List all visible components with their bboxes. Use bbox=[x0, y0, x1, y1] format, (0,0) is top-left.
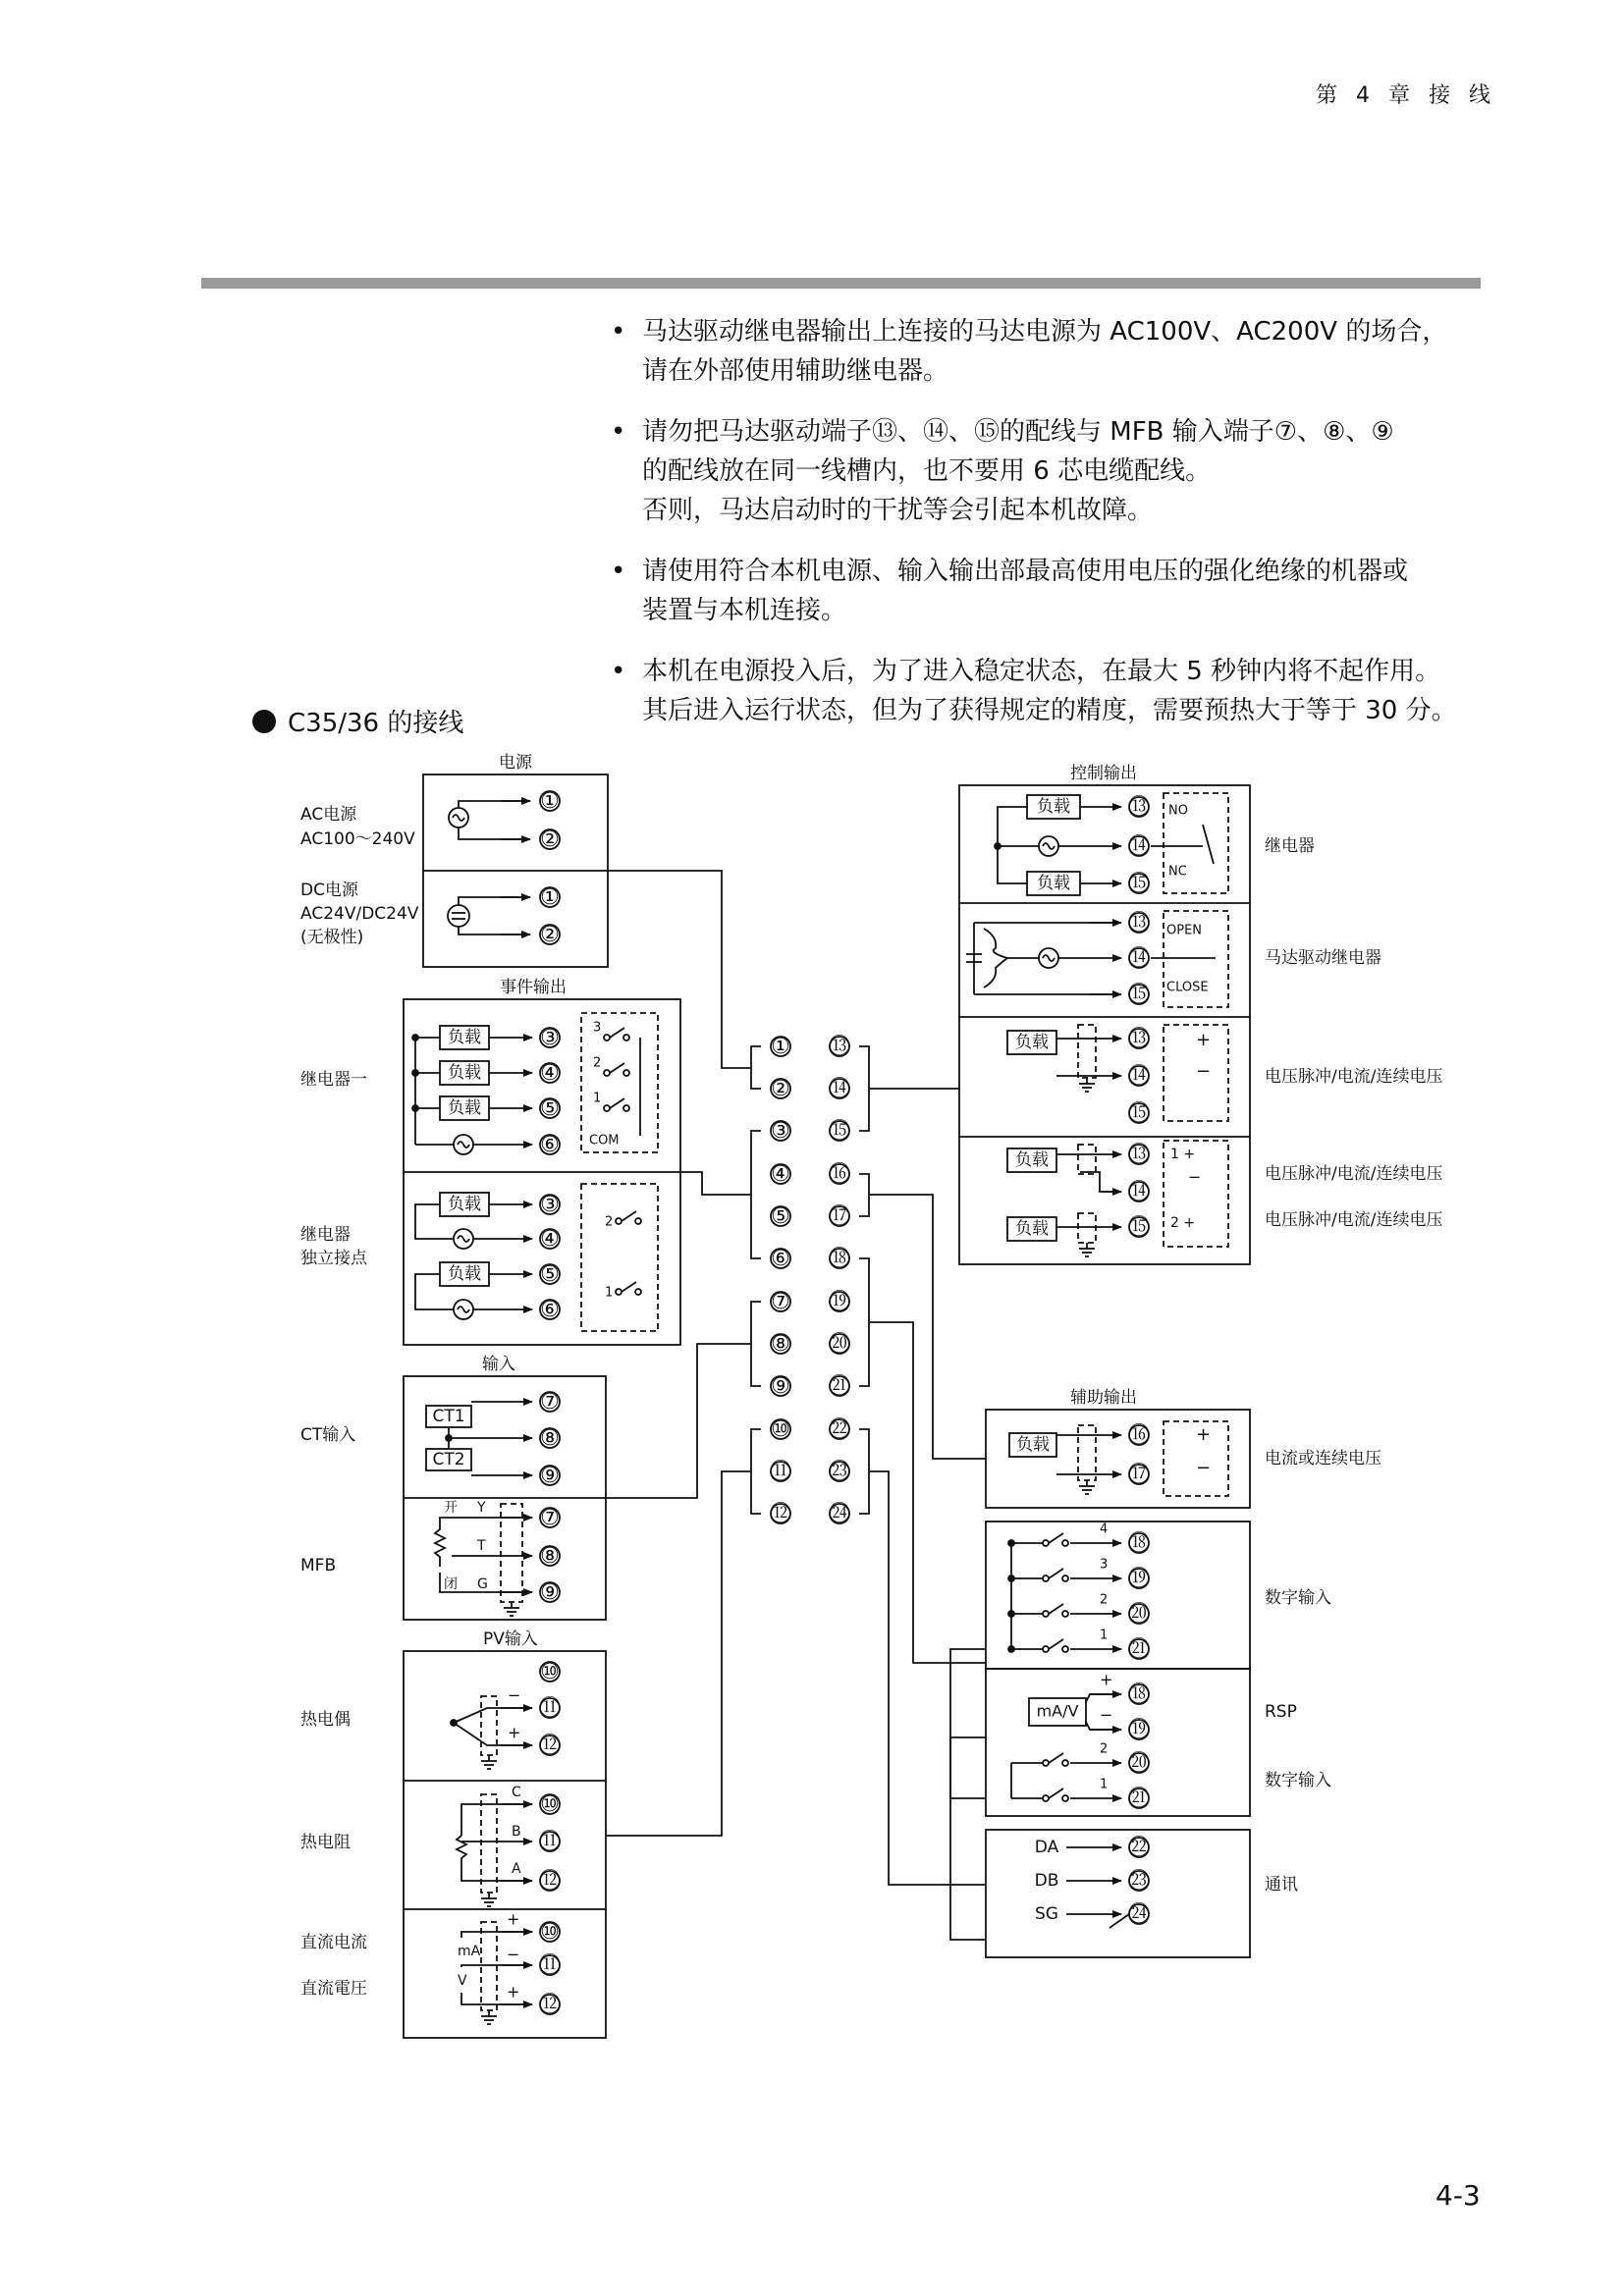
contact-icon bbox=[1043, 1646, 1049, 1652]
contact-blade bbox=[1049, 1604, 1063, 1614]
load-label: 负载 bbox=[1015, 1219, 1049, 1239]
dashed-box bbox=[1078, 1213, 1096, 1243]
terminal-label: ⑬ bbox=[1127, 911, 1151, 935]
terminal-label: ⑮ bbox=[828, 1119, 851, 1144]
rtd-label: 热电阻 bbox=[300, 1833, 351, 1852]
contact-blade bbox=[610, 1098, 624, 1108]
terminal-label: ⑰ bbox=[1127, 1463, 1151, 1487]
contact-icon bbox=[1043, 1611, 1049, 1617]
ac-label: AC电源 bbox=[300, 805, 357, 825]
terminal-label: ㉔ bbox=[828, 1502, 851, 1526]
bus-wire bbox=[606, 1471, 751, 1836]
contact-icon bbox=[1043, 1540, 1049, 1546]
terminal-label: ⑧ bbox=[540, 1544, 560, 1569]
junction bbox=[1008, 1611, 1014, 1617]
contact-blade bbox=[610, 1063, 624, 1073]
terminal-label: ④ bbox=[540, 1061, 560, 1086]
terminal-label: ⑲ bbox=[828, 1290, 851, 1314]
sg-label: SG bbox=[1035, 1904, 1058, 1924]
wire bbox=[459, 927, 530, 934]
contact-number: 2 bbox=[1100, 1741, 1109, 1757]
contact-number: 2 bbox=[593, 1055, 602, 1071]
bus-wire bbox=[869, 1195, 986, 1459]
rtd-a-label: A bbox=[512, 1861, 521, 1877]
dc-voltage-label: 直流電圧 bbox=[300, 1979, 367, 1999]
wire bbox=[1086, 1694, 1121, 1702]
terminal-label: ⑭ bbox=[1127, 946, 1151, 971]
terminal-label: ③ bbox=[771, 1119, 790, 1144]
comm-label: 通讯 bbox=[1265, 1875, 1298, 1895]
dashed-box bbox=[1078, 1425, 1096, 1480]
terminal-label: ⑭ bbox=[1127, 1064, 1151, 1089]
terminal-label: ① bbox=[540, 885, 560, 910]
dashed-box bbox=[481, 1922, 497, 2010]
contact-icon bbox=[1062, 1540, 1068, 1546]
terminal-label: ㉓ bbox=[1127, 1869, 1151, 1894]
dc-source-icon bbox=[448, 905, 469, 927]
relay-label: 继电器 bbox=[1265, 836, 1315, 856]
terminal-label: ⑮ bbox=[1127, 1215, 1151, 1240]
load-label: 负载 bbox=[1016, 1435, 1050, 1455]
bus-wire bbox=[680, 1172, 751, 1195]
load-label: 负载 bbox=[1037, 797, 1070, 817]
terminal-label: ⑤ bbox=[540, 1262, 560, 1287]
note-line: 其后进入运行状态，但为了获得规定的精度，需要预热大于等于 30 分。 bbox=[642, 696, 1457, 725]
dashed-box bbox=[1078, 1025, 1096, 1078]
contact-icon bbox=[635, 1289, 641, 1295]
terminal-label: ④ bbox=[540, 1227, 560, 1252]
terminal-label: ⑤ bbox=[540, 1096, 560, 1121]
contact-number: 4 bbox=[1100, 1522, 1109, 1537]
event-output-title: 事件输出 bbox=[500, 978, 567, 997]
open-label: OPEN bbox=[1166, 923, 1203, 938]
dc-current-label: 直流电流 bbox=[300, 1933, 367, 1952]
terminal-label: ⑩ bbox=[540, 1660, 560, 1684]
note-line: 的配线放在同一线槽内，也不要用 6 芯电缆配线。 bbox=[642, 456, 1212, 486]
terminal-label: ⑯ bbox=[828, 1162, 851, 1187]
terminal-label: ㉑ bbox=[1127, 1637, 1151, 1662]
mfb-g-label: G bbox=[477, 1576, 488, 1592]
polarity: − bbox=[1100, 1705, 1113, 1725]
terminal-label: ⑳ bbox=[828, 1332, 851, 1357]
center-bracket bbox=[751, 1046, 761, 1089]
dc-label: DC电源 bbox=[300, 881, 358, 900]
polarity: − bbox=[1188, 1167, 1202, 1187]
terminal-label: ⑫ bbox=[538, 1734, 562, 1758]
polarity: + bbox=[1196, 1424, 1212, 1445]
contact-blade bbox=[1049, 1789, 1063, 1798]
contact-icon bbox=[1043, 1760, 1049, 1766]
section-title-text: C35/36 的接线 bbox=[288, 709, 464, 738]
contact-icon bbox=[616, 1218, 622, 1224]
center-bracket bbox=[751, 1131, 761, 1258]
contact-icon bbox=[635, 1218, 641, 1224]
rsp-digital-label: 数字输入 bbox=[1265, 1771, 1331, 1790]
junction bbox=[412, 1070, 418, 1076]
junction bbox=[412, 1105, 418, 1111]
load-label: 负载 bbox=[1015, 1033, 1049, 1052]
dashed-box bbox=[1078, 1145, 1096, 1174]
terminal-label: ⑱ bbox=[1127, 1682, 1151, 1707]
contact-icon bbox=[1043, 1795, 1049, 1801]
junction bbox=[1008, 1646, 1014, 1652]
terminal-label: ⑧ bbox=[771, 1332, 790, 1357]
terminal-label: ㉑ bbox=[828, 1374, 851, 1399]
terminal-label: ③ bbox=[540, 1026, 560, 1050]
terminal-label: ㉔ bbox=[1127, 1902, 1151, 1927]
load-label: 负载 bbox=[448, 1264, 481, 1284]
relay-blade bbox=[1203, 825, 1214, 864]
terminal-label: ⑧ bbox=[540, 1426, 560, 1451]
contact-icon bbox=[1062, 1575, 1068, 1581]
note-line: • 马达驱动继电器输出上连接的马达电源为 AC100V、AC200V 的场合， bbox=[642, 317, 1448, 347]
terminal-label: ⑬ bbox=[1127, 1143, 1151, 1167]
terminal-label: ⑳ bbox=[1127, 1602, 1151, 1627]
contact-number: 3 bbox=[593, 1020, 602, 1036]
motor-coil-icon bbox=[984, 929, 1007, 988]
contact-blade bbox=[1049, 1533, 1063, 1543]
terminal-label: ⑬ bbox=[1127, 795, 1151, 820]
no-label: NO bbox=[1168, 803, 1188, 819]
contact-icon bbox=[604, 1035, 610, 1041]
terminal-label: ⑫ bbox=[538, 1993, 562, 2017]
terminal-label: ⑮ bbox=[1127, 872, 1151, 896]
center-bracket bbox=[751, 1429, 761, 1514]
junction bbox=[412, 1035, 418, 1041]
contact-icon bbox=[1062, 1795, 1068, 1801]
polarity: − bbox=[1196, 1061, 1212, 1082]
terminal-label: ㉒ bbox=[1127, 1836, 1151, 1860]
contact-icon bbox=[616, 1289, 622, 1295]
chapter-header: 第 4 章 接 线 bbox=[1316, 83, 1496, 108]
terminal-label: ⑮ bbox=[1127, 983, 1151, 1007]
terminal-label: ⑱ bbox=[1127, 1531, 1151, 1556]
rsp-box bbox=[986, 1669, 1250, 1816]
voltage-pulse-label: 电压脉冲/电流/连续电压 bbox=[1265, 1164, 1443, 1184]
contact-icon bbox=[623, 1035, 629, 1041]
mfb-close-label: 闭 bbox=[444, 1576, 458, 1592]
center-bracket bbox=[859, 1429, 869, 1514]
contact-number: 2 bbox=[1100, 1592, 1109, 1608]
dashed-box bbox=[501, 1504, 522, 1602]
wire bbox=[459, 828, 530, 839]
wire bbox=[1080, 1172, 1121, 1192]
terminal-label: ⑩ bbox=[540, 1792, 560, 1817]
terminal-label: ⑮ bbox=[1127, 1101, 1151, 1126]
contact-number: 1 bbox=[1100, 1777, 1109, 1792]
contact-number: 1 bbox=[605, 1285, 614, 1301]
contact-blade bbox=[1049, 1639, 1063, 1649]
thermocouple-label: 热电偶 bbox=[300, 1710, 351, 1730]
digital-input-label: 数字输入 bbox=[1265, 1588, 1331, 1608]
rtd-c-label: C bbox=[512, 1785, 521, 1800]
terminal-label: ⑱ bbox=[828, 1247, 851, 1271]
relay-independent-label: 独立接点 bbox=[300, 1249, 367, 1268]
junction bbox=[1008, 1575, 1014, 1581]
polarity: − bbox=[507, 1945, 520, 1964]
contact-blade bbox=[622, 1211, 636, 1221]
load-label: 负载 bbox=[1037, 874, 1070, 893]
terminal-label: ② bbox=[771, 1077, 790, 1101]
contact-icon bbox=[1062, 1611, 1068, 1617]
note-line: 否则，马达启动时的干扰等会引起本机故障。 bbox=[642, 496, 1154, 525]
terminal-label: ① bbox=[540, 789, 560, 814]
junction bbox=[446, 1435, 452, 1441]
da-label: DA bbox=[1034, 1838, 1059, 1857]
terminal-label: ⑲ bbox=[1127, 1718, 1151, 1742]
relay-independent-label: 继电器 bbox=[300, 1225, 351, 1245]
dashed-box bbox=[581, 1184, 658, 1331]
close-label: CLOSE bbox=[1166, 980, 1209, 995]
contact-blade bbox=[610, 1028, 624, 1038]
terminal-label: ⑯ bbox=[1127, 1423, 1151, 1448]
aux-output-title: 辅助输出 bbox=[1070, 1388, 1137, 1408]
contact-number: 3 bbox=[1100, 1557, 1109, 1573]
rsp-label: RSP bbox=[1265, 1702, 1297, 1722]
db-label: DB bbox=[1034, 1871, 1059, 1891]
terminal-label: ⑥ bbox=[540, 1133, 560, 1157]
nc-label: NC bbox=[1168, 864, 1187, 880]
bus-wire bbox=[950, 1737, 986, 1940]
terminal-label: ⑲ bbox=[1127, 1567, 1151, 1591]
terminal-label: ⑫ bbox=[538, 1869, 562, 1894]
control-output-title: 控制输出 bbox=[1070, 764, 1137, 783]
com-label: COM bbox=[589, 1133, 620, 1148]
comm-box bbox=[986, 1830, 1250, 1957]
terminal-label: ⑦ bbox=[540, 1506, 560, 1530]
terminal-label: ⑳ bbox=[1127, 1751, 1151, 1776]
wire bbox=[454, 1708, 532, 1723]
terminal-label: ⑥ bbox=[771, 1247, 790, 1271]
terminal-label: ⑨ bbox=[540, 1580, 560, 1605]
ct-input-label: CT输入 bbox=[300, 1425, 356, 1445]
terminal-label: ⑥ bbox=[540, 1298, 560, 1322]
polarity: 2 + bbox=[1170, 1215, 1196, 1231]
terminal-label: ① bbox=[771, 1035, 790, 1059]
wire bbox=[1110, 1914, 1129, 1928]
contact-icon bbox=[604, 1105, 610, 1111]
polarity: + bbox=[1196, 1030, 1212, 1050]
terminal-label: ⑪ bbox=[538, 1830, 562, 1854]
rtd-b-label: B bbox=[512, 1824, 521, 1840]
polarity: − bbox=[1196, 1458, 1212, 1478]
contact-icon bbox=[1043, 1575, 1049, 1581]
polarity: + bbox=[508, 1723, 521, 1742]
bus-wire bbox=[869, 1322, 986, 1663]
contact-blade bbox=[1049, 1569, 1063, 1578]
contact-blade bbox=[1049, 1753, 1063, 1763]
dashed-box bbox=[481, 1794, 497, 1893]
center-bracket bbox=[751, 1302, 761, 1386]
ac-label: AC100～240V bbox=[300, 829, 415, 849]
terminal-label: ⑭ bbox=[828, 1077, 851, 1101]
terminal-label: ㉑ bbox=[1127, 1787, 1151, 1811]
contact-icon bbox=[1062, 1646, 1068, 1652]
terminal-label: ④ bbox=[771, 1162, 790, 1187]
ma-label: mA bbox=[458, 1944, 481, 1959]
contact-icon bbox=[623, 1070, 629, 1076]
dc-label: AC24V/DC24V bbox=[300, 904, 419, 924]
center-bracket bbox=[859, 1258, 869, 1386]
potentiometer-icon bbox=[435, 1520, 445, 1567]
load-label: 负载 bbox=[448, 1195, 481, 1214]
terminal-label: ⑨ bbox=[771, 1374, 790, 1399]
note-line: 装置与本机连接。 bbox=[642, 596, 847, 625]
terminal-label: ⑭ bbox=[1127, 834, 1151, 859]
contact-number: 2 bbox=[605, 1214, 614, 1230]
mfb-t-label: T bbox=[477, 1538, 486, 1554]
terminal-label: ㉓ bbox=[828, 1460, 851, 1484]
junction bbox=[451, 1720, 457, 1726]
page-number: 4-3 bbox=[1435, 2179, 1481, 2212]
mfb-open-label: 开 bbox=[444, 1500, 458, 1516]
terminal-label: ㉒ bbox=[828, 1417, 851, 1442]
dc-label: (无极性) bbox=[300, 928, 364, 947]
polarity: 1 + bbox=[1170, 1147, 1196, 1162]
voltage-pulse-label: 电压脉冲/电流/连续电压 bbox=[1265, 1067, 1443, 1087]
note-line: • 请勿把马达驱动端子⑬、⑭、⑮的配线与 MFB 输入端子⑦、⑧、⑨ bbox=[642, 417, 1394, 447]
note-line: • 请使用符合本机电源、输入输出部最高使用电压的强化绝缘的机器或 bbox=[642, 557, 1409, 586]
bus-wire bbox=[950, 1649, 986, 1798]
wire bbox=[459, 801, 530, 808]
aux-output-label: 电流或连续电压 bbox=[1265, 1449, 1381, 1468]
pv-input-box bbox=[404, 1651, 606, 2038]
load-label: 负载 bbox=[448, 1063, 481, 1083]
terminal-label: ⑩ bbox=[540, 1920, 560, 1945]
terminal-label: ⑪ bbox=[769, 1460, 792, 1484]
wire bbox=[459, 897, 530, 905]
voltage-pulse-label: 电压脉冲/电流/连续电压 bbox=[1265, 1210, 1443, 1230]
bus-wire bbox=[869, 1471, 986, 1885]
junction bbox=[1008, 1540, 1014, 1546]
terminal-label: ⑦ bbox=[771, 1290, 790, 1314]
power-title: 电源 bbox=[499, 753, 532, 773]
note-line: 请在外部使用辅助继电器。 bbox=[642, 356, 949, 386]
motor-relay-label: 马达驱动继电器 bbox=[1265, 948, 1381, 968]
relay-common-label: 继电器一 bbox=[300, 1070, 367, 1090]
polarity: − bbox=[508, 1685, 521, 1705]
contact-icon bbox=[1062, 1760, 1068, 1766]
terminal-label: ② bbox=[540, 923, 560, 947]
junction bbox=[995, 843, 1001, 849]
load-label: 负载 bbox=[1015, 1150, 1049, 1170]
terminal-label: ⑫ bbox=[769, 1502, 792, 1526]
contact-icon bbox=[623, 1105, 629, 1111]
v-label: V bbox=[458, 1973, 467, 1989]
terminal-label: ⑬ bbox=[828, 1035, 851, 1059]
terminal-label: ⑰ bbox=[828, 1204, 851, 1229]
ct1-label: CT1 bbox=[432, 1407, 465, 1426]
terminal-label: ⑩ bbox=[771, 1417, 790, 1442]
terminal-label: ⑨ bbox=[540, 1464, 560, 1488]
terminal-label: ⑪ bbox=[538, 1953, 562, 1978]
terminal-label: ⑤ bbox=[771, 1204, 790, 1229]
mfb-label: MFB bbox=[300, 1556, 337, 1575]
wire bbox=[998, 807, 1027, 883]
load-label: 负载 bbox=[448, 1098, 481, 1118]
terminal-label: ⑭ bbox=[1127, 1180, 1151, 1204]
ct2-label: CT2 bbox=[432, 1450, 465, 1469]
terminal-label: ⑬ bbox=[1127, 1027, 1151, 1051]
terminal-label: ③ bbox=[540, 1193, 560, 1217]
note-line: • 本机在电源投入后，为了进入稳定状态，在最大 5 秒钟内将不起作用。 bbox=[642, 657, 1441, 686]
center-bracket bbox=[859, 1174, 869, 1216]
polarity: + bbox=[1100, 1670, 1113, 1689]
load-label: 负载 bbox=[448, 1028, 481, 1047]
contact-number: 1 bbox=[1100, 1628, 1109, 1643]
mfb-y-label: Y bbox=[477, 1500, 486, 1516]
pv-input-title: PV输入 bbox=[483, 1629, 538, 1649]
dashed-box bbox=[481, 1696, 497, 1755]
contact-icon bbox=[604, 1070, 610, 1076]
contact-number: 1 bbox=[593, 1091, 602, 1106]
center-bracket bbox=[859, 1046, 869, 1131]
contact-blade bbox=[622, 1282, 636, 1292]
terminal-label: ⑦ bbox=[540, 1390, 560, 1415]
mav-label: mA/V bbox=[1036, 1701, 1079, 1721]
bus-wire bbox=[606, 1344, 751, 1498]
polarity: + bbox=[507, 1982, 520, 2002]
terminal-label: ② bbox=[540, 828, 560, 852]
terminal-label: ⑪ bbox=[538, 1696, 562, 1721]
polarity: + bbox=[507, 1909, 520, 1929]
input-title: 输入 bbox=[482, 1355, 515, 1374]
